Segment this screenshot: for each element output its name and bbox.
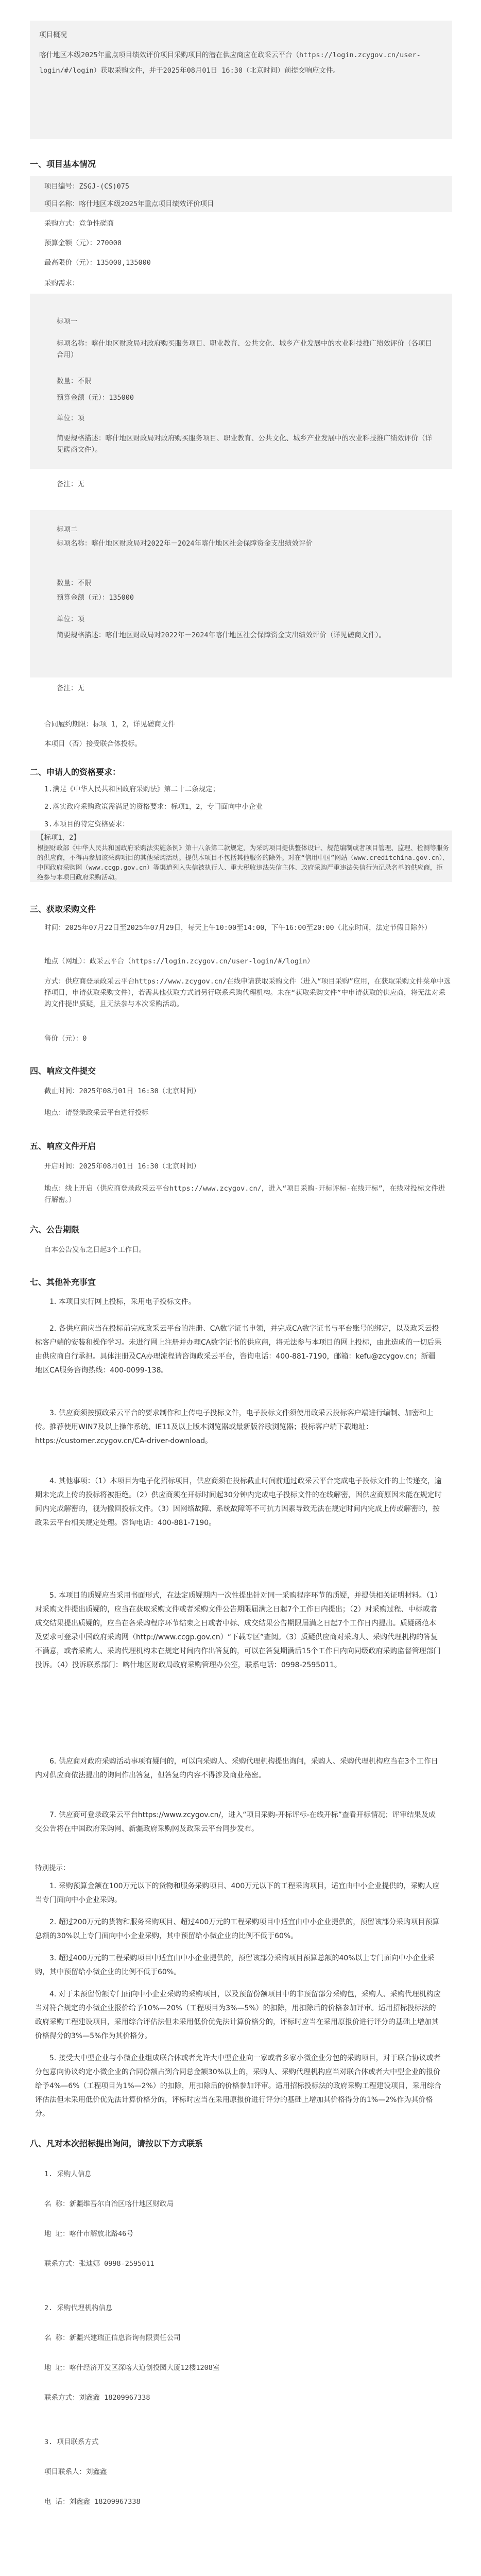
overview-box	[30, 21, 452, 139]
buyer-contact: 联系方式：张迪娜 0998-2595011	[44, 2260, 154, 2268]
consortium-note: 本项目（否）接受联合体投标。	[44, 740, 142, 748]
overview-text: 喀什地区本级2025年重点项目绩效评价项目采购项目的潜在供应商应在政采云平台（https://login.zcygov.cn/user-login/#/login）获取采购文件，并于2025年08月01日 16:30（北京时间）前提交响应文件。	[39, 51, 421, 75]
notice-period: 自本公告发布之日起3个工作日。	[44, 1246, 146, 1254]
project-name: 项目名称：喀什地区本级2025年重点项目绩效评价项目	[44, 200, 214, 208]
section-4-heading: 四、响应文件提交	[30, 1066, 96, 1076]
lot1-budget: 预算金额（元）：135000	[57, 394, 134, 402]
contract-term: 合同履约期限：标项 1，2，详见磋商文件	[44, 720, 175, 728]
doc-price: 售价（元）：0	[44, 1035, 87, 1043]
buyer-address: 地 址：喀什市解放北路46号	[44, 2230, 133, 2238]
section-3-heading: 三、获取采购文件	[30, 904, 96, 914]
open-time: 开启时间：2025年08月01日 16:30（北京时间）	[44, 1162, 200, 1171]
section-1-heading: 一、项目基本情况	[30, 159, 96, 169]
purchase-method: 采购方式：竞争性磋商	[44, 219, 114, 228]
lot2-remark: 备注：无	[57, 684, 84, 692]
lot1-title: 标项名称：喀什地区财政局对政府购买服务项目、职业教育、公共文化、城乡产业发展中的农业科技推广绩效评价（各项目合用）	[57, 340, 432, 359]
lot1-qty: 数量：不限	[57, 377, 92, 385]
get-time: 时间：2025年07月22日至2025年07月29日，每天上午10:00至14:00，下午16:00至20:00（北京时间，法定节假日除外）	[44, 924, 432, 932]
buyer-heading: 1. 采购人信息	[44, 2170, 92, 2178]
section-8-heading: 八、凡对本次招标提出询问，请按以下方式联系	[30, 2139, 203, 2148]
note-4: 4. 其他事项：（1）本项目为电子化招标项目，供应商须在投标截止时间前通过政采云平台完成电子投标文件的上传递交，逾期未完成上传的投标将被拒绝。（2）供应商须在开标时间起30分钟内完成电子投标文件的在线解密，因供应商原因未能在规定时间内完成解密的，视为撤回投标文件。（3）因网络故障、系统故障等不可抗力因素导致无法在规定时间内完成上传或解密的，按政采云平台相关规定处理。咨询电话：400-881-7190。	[35, 1477, 442, 1527]
max-price: 最高限价（元）：135000,135000	[44, 259, 151, 267]
lot1-summary: 简要规格描述：喀什地区财政局对政府购买服务项目、职业教育、公共文化、城乡产业发展中的农业科技推广绩效评价（详见磋商文件）。	[57, 434, 432, 454]
condition-5: 5. 接受大中型企业与小微企业组成联合体或者允许大中型企业向一家或者多家小微企业分包的采购项目，对于联合协议或者分包意向协议约定小微企业的合同份额占到合同总金额30%以上的，采购人、采购代理机构应当对联合体或者大中型企业的报价给予4%—6%（工程项目为1%—2%）的扣除，用扣除后的价格参加评审。适用招标投标法的政府采购工程建设项目，采用综合评估法但未采用低价优先法计算价格分的，评标时应当在采用原报价进行评分的基础上增加其价格得分的1%—2%作为其价格分。	[35, 2054, 441, 2118]
section-6-heading: 六、公告期限	[30, 1225, 80, 1234]
contact-heading: 3. 项目联系方式	[44, 2438, 99, 2446]
note-5: 5. 本项目的质疑应当采用书面形式，在法定质疑期内一次性提出针对同一采购程序环节的质疑，并提供相关证明材料。（1）对采购文件提出质疑的，应当在获取采购文件或者采购文件公告期限届满之日起7个工作日内提出；（2）对采购过程、中标或者成交结果提出质疑的，应当在各采购程序环节结束之日或者中标、成交结果公告期限届满之日起7个工作日内提出。质疑函范本及要求可登录中国政府采购网（http://www.ccgp.gov.cn）“下载专区”查阅。（3）质疑供应商对采购人、采购代理机构的答复不满意，或者采购人、采购代理机构未在规定时间内作出答复的，可以在答复期满后15个工作日内向同级政府采购监督管理部门投诉。（4）投诉联系部门：喀什地区财政局政府采购管理办公室，联系电话：0998-2595011。	[35, 1591, 442, 1669]
condition-2: 2. 超过200万元的货物和服务采购项目、超过400万元的工程采购项目中适宜由中小企业提供的，预留该部分采购项目预算总额的30%以上专门面向中小企业采购，其中预留给小微企业的比例不低于60%。	[35, 1918, 440, 1940]
agent-name: 名 称：新疆兴建瑞正信息咨询有限责任公司	[44, 2334, 181, 2342]
condition-3: 3. 超过400万元的工程采购项目中适宜由中小企业提供的，预留该部分采购项目预算总额的40%以上专门面向中小企业采购，其中预留给小微企业的比例不低于60%。	[35, 1954, 435, 1976]
req-3-detail: 根据财政部《中华人民共和国政府采购法实施条例》第十八条第二款规定，为采购项目提供整体设计、规范编制或者项目管理、监理、检测等服务的供应商，不得再参加该采购项目的其他采购活动。提供本项目不包括其他服务的除外。对在“信用中国”网站（www.creditchina.gov.cn）、中国政府采购网（www.ccgp.gov.cn）等渠道列入失信被执行人、重大税收违法失信主体、政府采购严重违法失信行为记录名单的供应商，拒绝参与本项目政府采购活动。	[37, 844, 450, 881]
agent-heading: 2. 采购代理机构信息	[44, 2304, 113, 2312]
req-1: 1.满足《中华人民共和国政府采购法》第二十二条规定；	[44, 785, 220, 793]
req-3: 3.本项目的特定资格要求：	[44, 820, 129, 828]
buyer-name: 名 称：新疆维吾尔自治区喀什地区财政局	[44, 2200, 174, 2208]
lot2-name: 标项二	[57, 526, 78, 534]
req-2: 2.落实政府采购政策需满足的资格要求：标项1，2，专门面向中小企业	[44, 803, 263, 811]
note-3: 3. 供应商须按照政采云平台的要求制作和上传电子投标文件，电子投标文件须使用政采云投标客户端进行编制、加密和上传。推荐使用WIN7及以上操作系统、IE11及以上版本浏览器或最新版谷歌浏览器；投标客户端下载地址：https://customer.zcygov.cn/CA-driver-download。	[35, 1409, 434, 1445]
note-6: 6. 供应商对政府采购活动事项有疑问的，可以向采购人、采购代理机构提出询问，采购人、采购代理机构应当在3个工作日内对供应商依法提出的询问作出答复，但答复的内容不得涉及商业秘密。	[35, 1757, 438, 1780]
project-no: 项目编号：ZSGJ-(CS)075	[44, 182, 130, 191]
req-3-lots: 【标项1，2】	[37, 834, 80, 842]
submit-place: 地点：请登录政采云平台进行投标	[44, 1109, 149, 1117]
section-2-heading: 二、申请人的资格要求：	[30, 767, 121, 777]
note-7: 7. 供应商可登录政采云平台https://www.zcygov.cn/，进入“项目采购-开标评标-在线开标”查看开标情况；评审结果及成交公告将在中国政府采购网、新疆政府采购网及政采云平台同步发布。	[35, 1811, 436, 1833]
open-place: 地点：线上开启（供应商登录政采云平台https://www.zcygov.cn/，进入“项目采购-开标评标-在线开标”，在线对投标文件进行解密。）	[44, 1184, 445, 1204]
lot2-qty: 数量：不限	[57, 579, 92, 587]
get-place: 地点（网址）：政采云平台（https://login.zcygov.cn/user-login/#/login）	[44, 957, 314, 965]
lot2-summary: 简要规格描述：喀什地区财政局对2022年－2024年喀什地区社会保障资金支出绩效评价（详见磋商文件）。	[57, 631, 386, 639]
agent-address: 地 址：喀什经济开发区深喀大道创投园大厦12楼1208室	[44, 2364, 220, 2372]
submit-deadline: 截止时间：2025年08月01日 16:30（北京时间）	[44, 1087, 200, 1095]
req-label: 采购需求：	[44, 279, 79, 287]
conditions-heading: 特别提示：	[35, 1864, 70, 1872]
note-2: 2. 各供应商应当在投标前完成政采云平台的注册、CA数字证书申领，并完成CA数字证书与平台账号的绑定，以及政采云投标客户端的安装和操作学习。未进行网上注册并办理CA数字证书的供应商，将无法参与本项目的网上投标，由此造成的一切后果由供应商自行承担。具体注册及CA办理流程请咨询政采云平台，咨询电话：400-881-7190，邮箱：kefu@zcygov.cn；新疆地区CA服务咨询热线：400-0099-138。	[35, 1325, 442, 1375]
section-7-heading: 七、其他补充事宜	[30, 1277, 96, 1287]
contact-phone: 电 话：刘鑫鑫 18209967338	[44, 2498, 141, 2506]
lot1-remark: 备注：无	[57, 480, 84, 488]
lot2-budget: 预算金额（元）：135000	[57, 594, 134, 602]
overview-title: 项目概况	[39, 31, 67, 39]
get-way: 方式：供应商登录政采云平台https://www.zcygov.cn/在线申请获取采购文件（进入“项目采购”应用，在获取采购文件菜单中选择项目，申请获取采购文件），若需其他获取方式请另行联系采购代理机构。未在“获取采购文件”中申请获取的供应商，将无法对采购文件提出质疑，且无法参与本次采购活动。	[44, 977, 451, 1008]
condition-1: 1. 采购预算金额在100万元以下的货物和服务采购项目、400万元以下的工程采购项目，适宜由中小企业提供的，采购人应当专门面向中小企业采购。	[35, 1882, 440, 1904]
lot2-unit: 单位：项	[57, 615, 84, 623]
condition-4: 4. 对于未预留份额专门面向中小企业采购的采购项目，以及预留份额项目中的非预留部分采购包，采购人、采购代理机构应当对符合规定的小微企业报价给予10%—20%（工程项目为3%—5%）的扣除，用扣除后的价格参加评审。适用招标投标法的政府采购工程建设项目，采用综合评估法但未采用低价优先法计算价格分的，评标时应当在采用原报价进行评分的基础上增加其价格得分的3%—5%作为其价格分。	[35, 1990, 441, 2040]
lot1-name: 标项一	[57, 317, 78, 326]
lot1-unit: 单位：项	[57, 414, 84, 422]
agent-contact: 联系方式：刘鑫鑫 18209967338	[44, 2394, 150, 2402]
lot2-title: 标项名称：喀什地区财政局对2022年－2024年喀什地区社会保障资金支出绩效评价	[57, 539, 313, 548]
note-1: 1. 本项目实行网上投标，采用电子投标文件。	[49, 1298, 196, 1306]
section-5-heading: 五、响应文件开启	[30, 1141, 96, 1151]
contact-person: 项目联系人：刘鑫鑫	[44, 2468, 107, 2476]
budget-amount: 预算金额（元）：270000	[44, 239, 122, 247]
